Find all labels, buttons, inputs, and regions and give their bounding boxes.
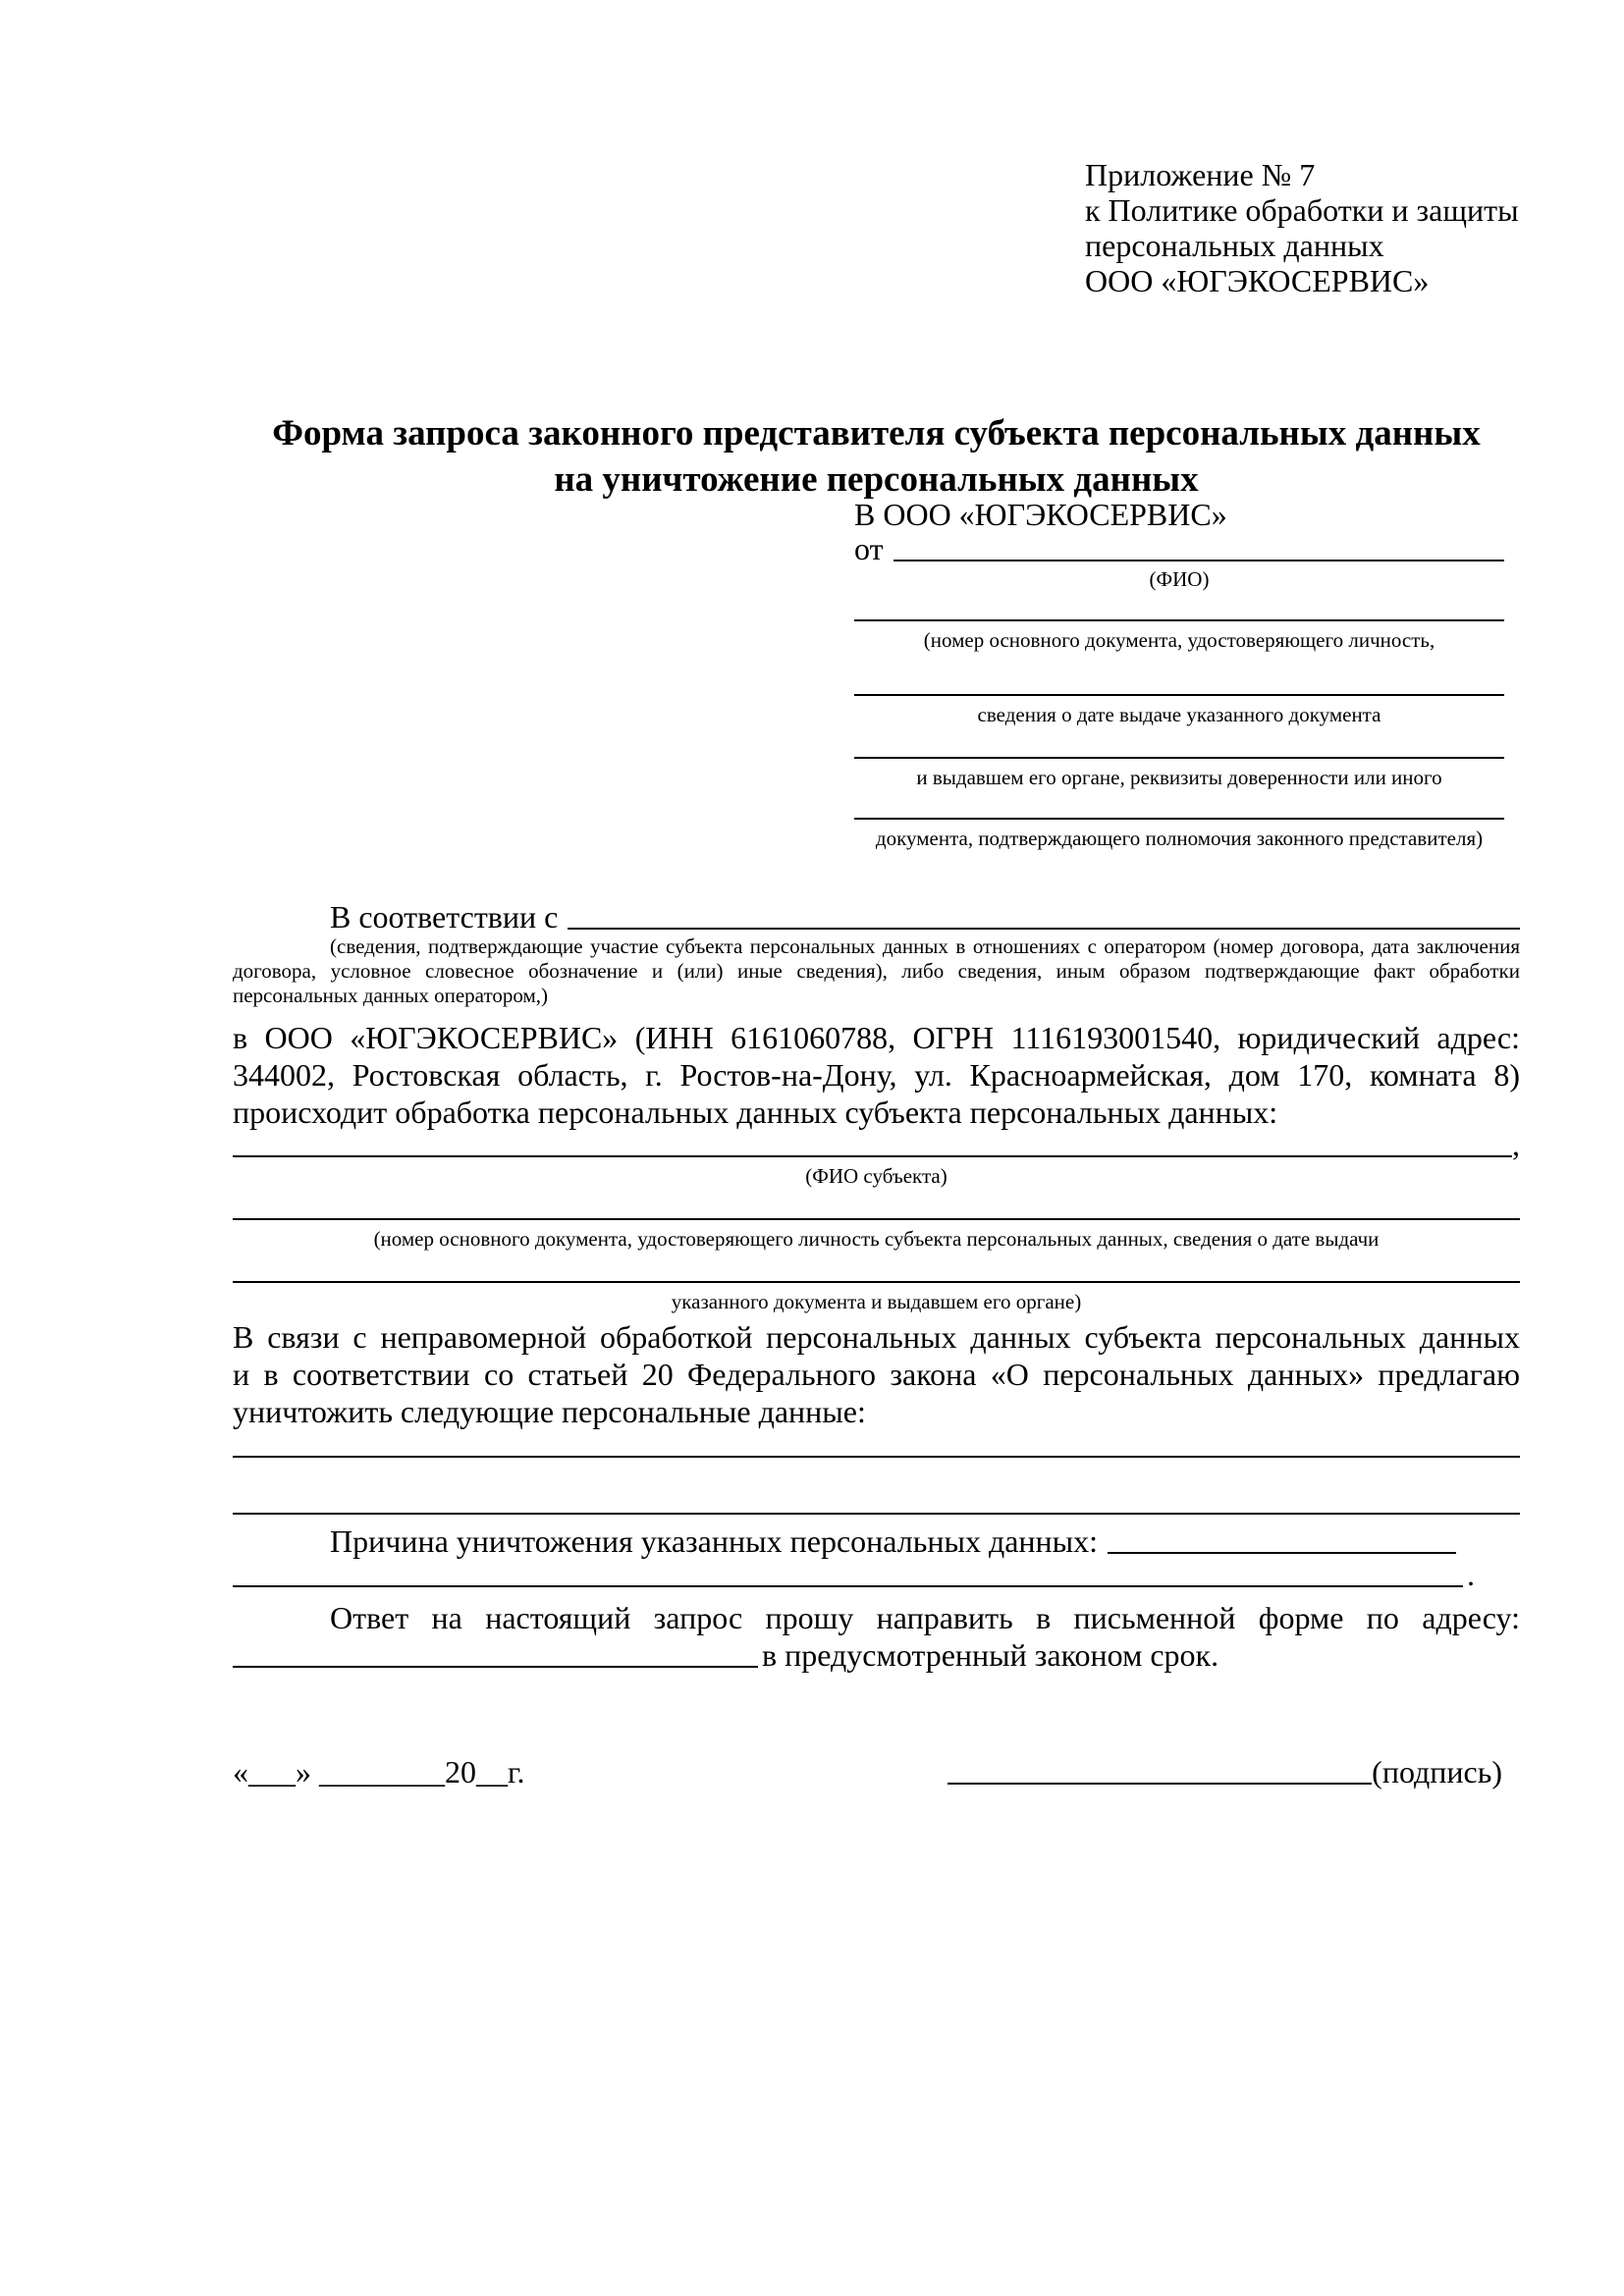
appendix-note-line-2: к Политике обработки и защиты (1085, 192, 1519, 228)
request-paragraph-line-2: и в соответствии со статьей 20 Федерального закона «О персональных данных» предлагаю (233, 1357, 1520, 1392)
request-paragraph (233, 1318, 1520, 1430)
reason-row (233, 1522, 1520, 1560)
data-list-blank-line-1 (233, 1456, 1520, 1458)
representative-doc-blank-line-2 (854, 694, 1504, 696)
reason-label: Причина уничтожения указанных персональных данных: (330, 1523, 1099, 1559)
subject-fio-caption: (ФИО субъекта) (805, 1164, 947, 1188)
operator-paragraph-line-2: 344002, Ростовская область, г. Ростов-на-Дону, ул. Красноармейская, дом 170, комната 8) (233, 1057, 1520, 1093)
date-placeholder: «___» ________20__г. (233, 1754, 525, 1789)
signature-blank-line (947, 1753, 1372, 1785)
document-title-line-1: Форма запроса законного представителя субъекта персональных данных (272, 413, 1481, 454)
data-list-blank-line-2 (233, 1513, 1520, 1515)
signature-caption: (подпись) (1372, 1754, 1502, 1789)
answer-request-line: Ответ на настоящий запрос прошу направить в письменной форме по адресу: (330, 1600, 1520, 1635)
document-title (233, 410, 1520, 503)
subject-name-row (233, 1126, 1520, 1163)
from-label: от (854, 531, 884, 566)
operator-paragraph-line-3: происходит обработка персональных данных субъекта персональных данных: (233, 1095, 1278, 1130)
subject-doc-caption-2: указанного документа и выдавшем его органе) (671, 1290, 1082, 1313)
answer-address-blank-line (233, 1636, 758, 1668)
operator-paragraph-line-1: в ООО «ЮГЭКОСЕРВИС» (ИНН 6161060788, ОГРН 1116193001540, юридический адрес: (233, 1020, 1520, 1055)
recipient-organization: В ООО «ЮГЭКОСЕРВИС» (854, 497, 1227, 532)
representative-doc-caption-3: и выдавшем его органе, реквизиты доверенности или иного (916, 766, 1442, 789)
representative-doc-caption-4: документа, подтверждающего полномочия законного представителя) (875, 827, 1484, 850)
representative-doc-blank-line-4 (854, 818, 1504, 820)
representative-doc-caption-2: сведения о дате выдаче указанного документа (977, 703, 1381, 726)
representative-doc-blank-line-3 (854, 757, 1504, 759)
from-field-row (854, 530, 1504, 567)
from-blank-line (893, 530, 1504, 561)
answer-address-row (233, 1636, 1520, 1674)
accordance-blank-line (568, 898, 1520, 930)
reason-blank-line (1108, 1522, 1456, 1554)
appendix-note-line-1: Приложение № 7 (1085, 157, 1316, 192)
subject-name-blank-line (233, 1126, 1512, 1157)
answer-tail-text: в предусмотренный законом срок. (762, 1637, 1219, 1673)
accordance-row (233, 898, 1520, 935)
accordance-label: В соответствии с (330, 899, 559, 934)
document-title-line-2: на уничтожение персональных данных (554, 459, 1199, 500)
accordance-note: (сведения, подтверждающие участие субъекта персональных данных в отношениях с оператором (номер договора, дата заключения договора, условное словесное обозначение и (или) иные сведения), либо сведения, иным образом подтверждающие факт обработки персональных данных оператором,) (233, 934, 1520, 1007)
request-paragraph-line-3: уничтожить следующие персональные данные: (233, 1394, 866, 1429)
appendix-note-line-3: персональных данных (1085, 228, 1384, 263)
subject-doc-blank-line-2 (233, 1281, 1520, 1283)
appendix-note (1085, 157, 1522, 298)
representative-doc-caption-1: (номер основного документа, удостоверяющего личность, (923, 628, 1435, 652)
representative-doc-blank-line-1 (854, 619, 1504, 621)
operator-paragraph (233, 1019, 1520, 1131)
reason-period: . (1467, 1557, 1475, 1592)
subject-doc-caption-1: (номер основного документа, удостоверяющего личность субъекта персональных данных, сведения о дате выдачи (373, 1227, 1380, 1251)
fio-caption: (ФИО) (1149, 567, 1210, 591)
signature-row (947, 1753, 1502, 1790)
appendix-note-line-4: ООО «ЮГЭКОСЕРВИС» (1085, 263, 1430, 298)
reason-continuation-blank-line (233, 1556, 1463, 1587)
reason-continuation-row (233, 1556, 1520, 1593)
subject-name-comma: , (1512, 1127, 1520, 1162)
subject-doc-blank-line-1 (233, 1218, 1520, 1220)
request-paragraph-line-1: В связи с неправомерной обработкой персональных данных субъекта персональных данных (233, 1319, 1520, 1355)
